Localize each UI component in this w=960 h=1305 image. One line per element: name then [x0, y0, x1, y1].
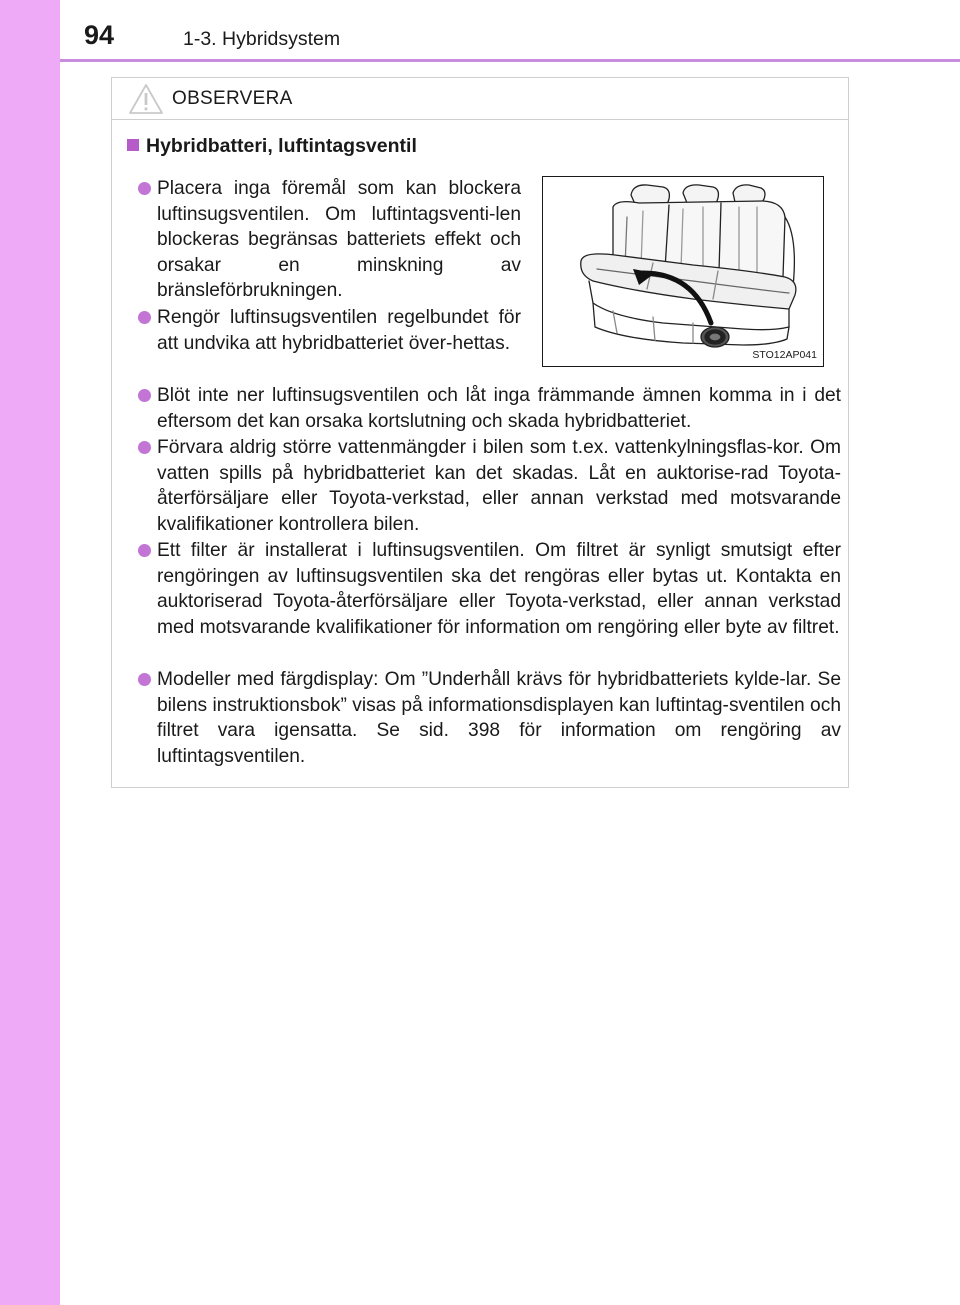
bullet-item [157, 435, 841, 537]
header-rule [60, 59, 960, 62]
bullet-item [157, 667, 841, 769]
page-header [0, 0, 960, 64]
side-band [0, 0, 60, 1305]
bullet-text: Ett filter är installerat i luftinsugsventilen. Om filtret är synligt smutsigt efter rengöringen av luftinsugsventilen ska det rengöras eller bytas ut. Kontakta en auktoriserad Toyota-återförsäljare eller Toyota-verkstad, eller annan verkstad med motsvarande kvalifikationer för information om rengöring eller byte av filtret. [157, 540, 841, 638]
bullet-dot-icon [138, 389, 151, 402]
subheading-text: Hybridbatteri, luftintagsventil [146, 135, 417, 157]
subheading [127, 135, 417, 158]
bullet-text: Modeller med färgdisplay: Om ”Underhåll krävs för hybridbatteriets kylde-lar. Se bilens instruktionsbok” visas på informationsdisplayen kan luftintag-sventilen och filtret vara igensatta. Se sid. 398 för information om rengöring av luftintagsventilen. [157, 669, 841, 767]
section-title: 1-3. Hybridsystem [183, 28, 341, 50]
page-number: 94 [84, 20, 115, 50]
notice-box [111, 77, 849, 788]
bullet-item [157, 176, 521, 304]
bullet-dot-icon [138, 441, 151, 454]
square-bullet-icon [127, 139, 139, 151]
bullet-dot-icon [138, 311, 151, 324]
bullet-item [157, 538, 841, 640]
bullet-text: Förvara aldrig större vattenmängder i bilen som t.ex. vattenkylningsflas-kor. Om vatten spills på hybridbatteriet kan det skadas. Låt en auktorise-rad Toyota-återförsäljare eller Toyota-verkstad, eller annan verkstad med motsvarande kvalifikationer kontrollera bilen. [157, 437, 841, 535]
bullet-dot-icon [138, 544, 151, 557]
bullet-item [157, 305, 521, 356]
bullet-dot-icon [138, 673, 151, 686]
notice-title: OBSERVERA [172, 88, 293, 109]
notice-header [112, 78, 848, 120]
rear-seat-illustration [542, 176, 824, 367]
warning-triangle-icon [128, 83, 164, 115]
figure-code: STO12AP041 [752, 349, 817, 361]
bullet-dot-icon [138, 182, 151, 195]
bullet-text: Rengör luftinsugsventilen regelbundet för att undvika att hybridbatteriet över-hettas. [157, 307, 521, 354]
bullet-text: Placera inga föremål som kan blockera luftinsugsventilen. Om luftintagsventi-len blockeras begränsas batteriets effekt och orsakar en minskning av bränsleförbrukningen. [157, 178, 521, 302]
rear-seat-drawing [543, 177, 823, 366]
bullet-item [157, 383, 841, 434]
bullet-text: Blöt inte ner luftinsugsventilen och låt inga främmande ämnen komma in i det eftersom det kan orsaka kortslutning och skada hybridbatteriet. [157, 385, 841, 432]
